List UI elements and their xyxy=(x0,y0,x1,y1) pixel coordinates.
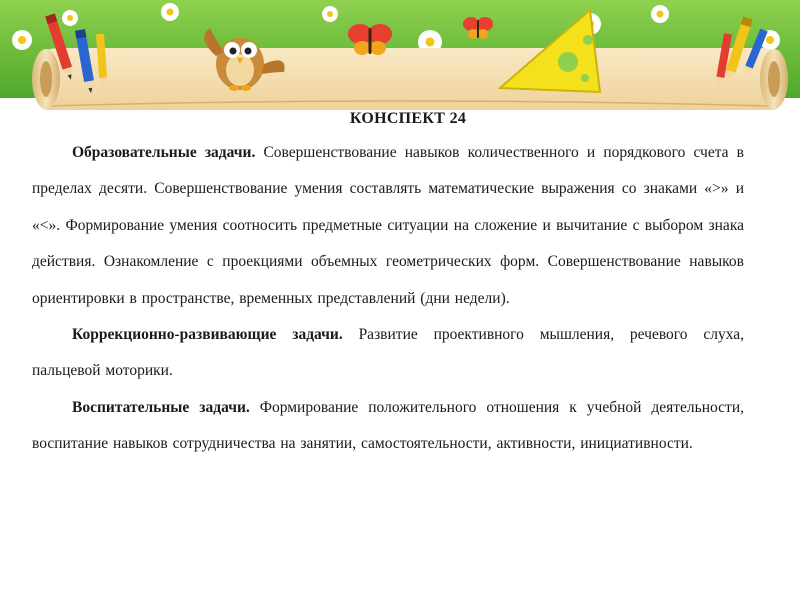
section-heading: Образовательные задачи. xyxy=(72,144,256,161)
section-heading: Воспитательные задачи. xyxy=(72,398,250,416)
correctional-tasks-paragraph xyxy=(32,317,744,390)
section-heading: Коррекционно-развивающие задачи. xyxy=(72,326,343,344)
butterfly-icon xyxy=(348,24,392,55)
section-text: Совершенствование навыков количественного и порядкового счета в пределах десяти. Совершенствование умения составлять математические выражения со знаками «>» и «<». Формирование умения соотносить предметные ситуации на сложение и вычитание с выбором знака действия. Ознакомление с проекциями объемных геометрических форм. Совершенствование навыков ориентировки в пространстве, временных представлений (дни недели). xyxy=(32,144,744,307)
page-title: КОНСПЕКТ 24 xyxy=(349,110,467,127)
decorative-banner xyxy=(0,0,800,112)
lesson-plan-content xyxy=(32,108,744,463)
section-text: Формирование положительного отношения к учебной деятельности, воспитание навыков сотрудничества на занятии, самостоятельности, активности, инициативности. xyxy=(32,398,744,453)
section-text: Развитие проективного мышления, речевого слуха, пальцевой моторики. xyxy=(32,326,744,380)
upbringing-tasks-paragraph xyxy=(32,390,744,463)
scroll-roll-left xyxy=(32,49,60,109)
educational-tasks-paragraph xyxy=(32,135,744,317)
scroll-roll-right xyxy=(760,49,788,109)
